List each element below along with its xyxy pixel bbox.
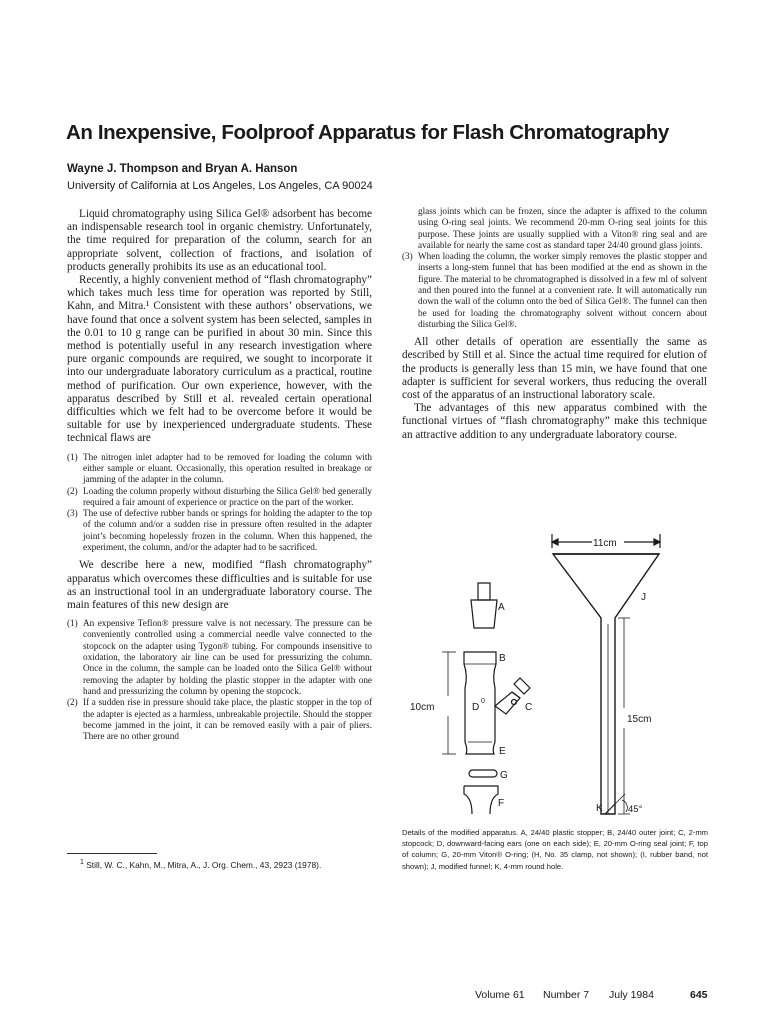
figure-label-e: E (499, 746, 506, 757)
figure-caption: Details of the modified apparatus. A, 24/40 plastic stopper; B, 24/40 outer joint; C, 2-mm stopcock; D, downward-facing ears (one on each side); E, 20-mm O-ring seal joint; F, top of column; G, 20-mm Viton® O-ring; (H, No. 35 clamp, not shown); (I, rubber band, not shown); J, modified funnel; K, 4-mm round hole. (402, 828, 708, 871)
o-ring (469, 770, 497, 777)
list-item: (3) When loading the column, the worker simply removes the plastic stopper and inserts a long-stem funnel that has been modified at the end as shown in the figure. The material to be chromatographed is dissolved in a few ml of solvent and then poured into the funnel at a convenient rate. It will automatically run down the wall of the column onto the bed of Silica Gel®. The funnel can then be used for loading the chromatography solvent without concern about disturbing the Silica Gel®. (402, 251, 707, 329)
figure-label-j: J (641, 592, 646, 603)
stopper-top (478, 583, 490, 600)
figure-label-g: G (500, 770, 508, 781)
plastic-stopper (471, 600, 497, 628)
list-item: (2) If a sudden rise in pressure should take place, the plastic stopper in the top of the adapter is ejected as a harmless, unbreakable projectile. Should the stopper become jammed in the joint, it can be removed easily with a pair of pliers. There are no other ground (67, 697, 372, 742)
paragraph-new-design: We describe here a new, modified “flash chromatography” apparatus which overcomes these difficulties and is suitable for use as an instructional tool in an undergraduate laboratory course. The main features of this new design are (67, 559, 372, 611)
footnote (80, 859, 380, 870)
right-column (402, 206, 707, 442)
features-list-continued (402, 206, 707, 330)
apparatus-diagram (402, 528, 712, 820)
footer-date: July 1984 (609, 989, 654, 1001)
footer-volume: Volume 61 (475, 989, 525, 1001)
funnel-tip-cut (605, 804, 615, 814)
footnote-mark: 1 (80, 859, 84, 866)
features-list (67, 618, 372, 742)
apparatus-figure (402, 528, 712, 820)
flaws-list (67, 452, 372, 554)
article-title: An Inexpensive, Foolproof Apparatus for Flash Chromatography (66, 121, 669, 144)
list-item: (1) An expensive Teflon® pressure valve is not necessary. The pressure can be conveniently controlled using a commercial needle valve connected to the stopcock on the adapter using Tygon® tubing. For compounds insensitive to oxidation, the laboratory air line can be used for pressurizing the column. Once in the column, the sample can be loaded onto the Silica Gel® without removing the adapter by holding the plastic stopper in the adapter with one hand and pressurizing the column by opening the stopcock. (67, 618, 372, 696)
paragraph-flash-method: Recently, a highly convenient method of “flash chromatography” which takes much less time for operation was reported by Still, Kahn, and Mitra.¹ Consistent with these authors’ observations, we have found that once a solvent system has been selected, samples in the 0.01 to 10 g range can be purified in about 30 min. Since this method is potentially useful in any research investigation where pure organic compounds are required, we sought to incorporate it into our undergraduate laboratory curriculum as a practical, routine method of purification. Our own experience, however, with the apparatus described by Still et al. revealed certain operational difficulties which we felt had to be overcome before it would be suitable for use by inexperienced undergraduate students. These technical flaws are (67, 274, 372, 445)
author-affiliation: University of California at Los Angeles, Los Angeles, CA 90024 (67, 180, 373, 192)
figure-label-f: F (498, 798, 505, 809)
footnote-divider (67, 853, 157, 854)
footer-number: Number 7 (543, 989, 590, 1001)
list-item: glass joints which can be frozen, since the adapter is affixed to the column using O-ring seal joints. We recommend 20-mm O-ring seal joints for this purpose. These joints are usually supplied with a Viton® ring seal and are available for nearly the same cost as standard taper 24/40 ground glass joints. (418, 206, 707, 250)
paragraph-intro: Liquid chromatography using Silica Gel® adsorbent has become an indispensable research tool in organic chemistry. Unfortunately, the time required for preparation of the column, search for an appropriate solvent, collection of fractions, and isolation of products generally prohibits its use as an educational tool. (67, 208, 372, 273)
dimension-15cm-label: 15cm (627, 714, 652, 725)
angle-arc (622, 800, 627, 812)
page-number: 645 (690, 989, 708, 1001)
dimension-11cm-label: 11cm (593, 538, 617, 549)
figure-label-a: A (498, 602, 505, 613)
angle-label: 45° (628, 804, 643, 815)
dimension-10cm-label: 10cm (410, 702, 435, 713)
list-item: (3) The use of defective rubber bands or springs for holding the adapter to the top of the column and/or a sudden rise in pressure often resulted in the adapter joint’s becoming hopelessly frozen in the column. When this happened, the experiment, the column, and/or the adapter had to be sacrificed. (67, 508, 372, 553)
figure-label-c: C (525, 702, 533, 713)
paragraph-advantages: The advantages of this new apparatus combined with the functional virtues of “flash chromatography” make this technique an attractive addition to any undergraduate laboratory course. (402, 402, 707, 441)
figure-label-d: D (472, 702, 480, 713)
column-top (464, 786, 498, 814)
footnote-text: Still, W. C., Kahn, M., Mitra, A., J. Org. Chem., 43, 2923 (1978). (86, 859, 322, 870)
paragraph-operation: All other details of operation are essentially the same as described by Still et al. Since the actual time required for elution of the products is generally less than 15 min, we have found that one adapter is sufficient for several workers, thus reducing the overall cost of the apparatus of an instructional laboratory scale. (402, 336, 707, 402)
stopcock-handle (512, 678, 530, 698)
list-item: (1) The nitrogen inlet adapter had to be removed for loading the column with either sample or eluant. Occasionally, this operation resulted in breakage or jamming of the adapter in the column. (67, 451, 372, 485)
list-item: (2) Loading the column properly without disturbing the Silica Gel® bed generally required a fair amount of experience or practice on the part of the worker. (67, 485, 372, 507)
figure-label-d-superscript: 0 (481, 698, 485, 705)
angle-line (615, 794, 625, 804)
figure-label-k: K (596, 803, 603, 814)
left-column (67, 208, 372, 748)
adapter-body (464, 652, 496, 754)
article-authors: Wayne J. Thompson and Bryan A. Hanson (67, 163, 298, 175)
figure-label-b: B (499, 653, 506, 664)
